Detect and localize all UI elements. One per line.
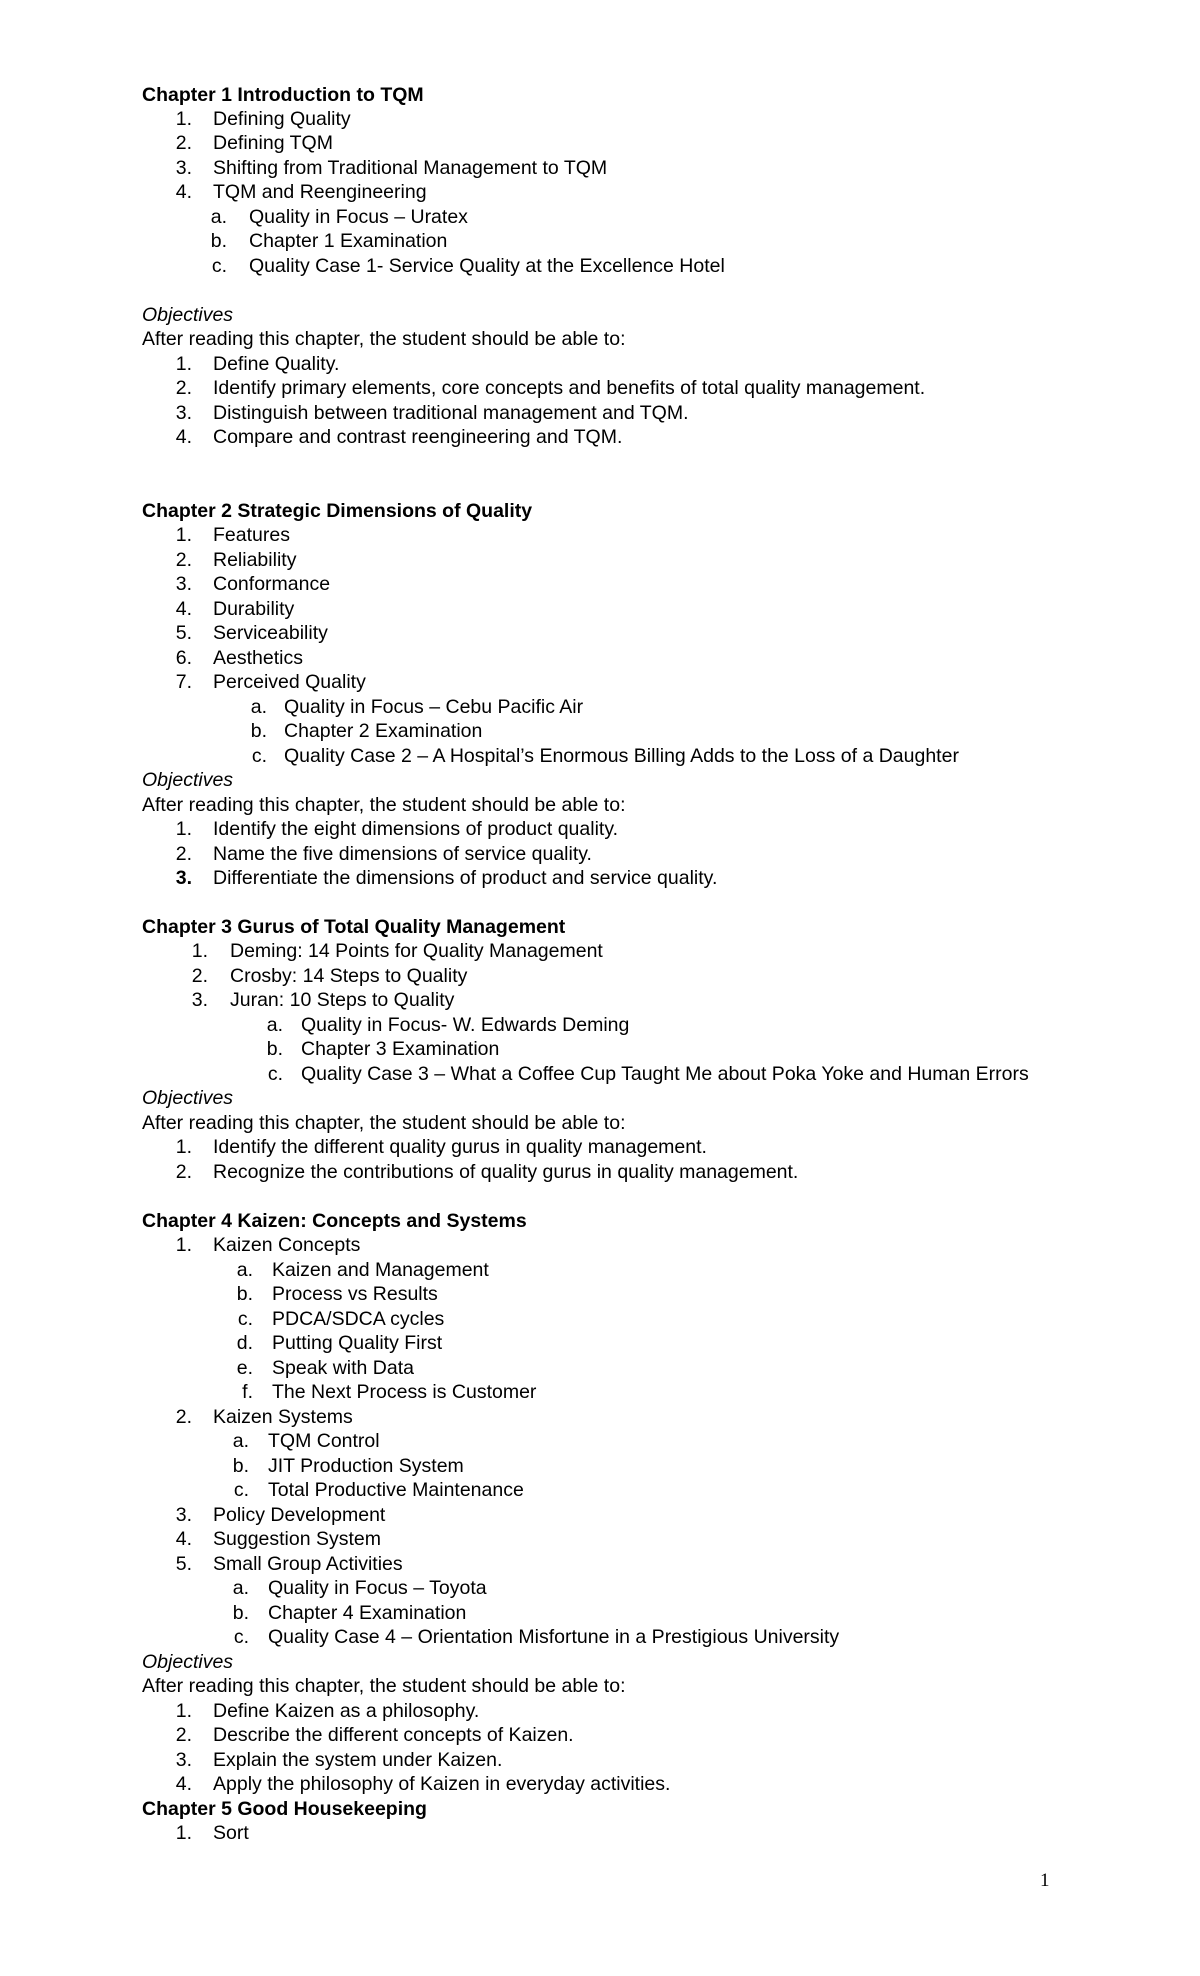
document-page: Chapter 1 Introduction to TQM 1. Defining Quality 2. Defining TQM 3. Shifting from Traditional Management to TQM 4. TQM and Reengineering a. Quality in Focus – Uratex b. Chapter 1 Examination c. Quality Case 1- Service Quality at the Excellence Hotel Objectives After reading this chapter, the student should be able to: 1. Define Quality. 2. Identify primary elements, core concepts and benefits of total quality management. 3. Distinguish between traditional management and TQM. 4. Compare and contrast reengineering and TQM. Chapter 2 Strategic Dimensions of Quality 1. Features 2. Reliability 3. Conformance 4. Durability 5. Serviceability 6. Aesthetics 7. Perceived Quality a. Quality in Focus – Cebu Pacific Air b. Chapter 2 Examination c. Quality Case 2 – A Hospital’s Enormous Billing Adds to the Loss of a Daughter Objectives After reading this chapter, the student should be able to: 1. Identify the eight dimensions of product quality. 2. Name the five dimensions of service quality. 3. Differentiate the dimensions of product and service quality. Chapter 3 Gurus of Total Quality Management 1. Deming: 14 Points for Quality Management 2. Crosby: 14 Steps to Quality 3. Juran: 10 Steps to Quality a. Quality in Focus- W. Edwards Deming b. Chapter 3 Examination c. Quality Case 3 – What a Coffee Cup Taught Me about Poka Yoke and Human Errors Objectives After reading this chapter, the student should be able to: 1. Identify the different quality gurus in quality management. 2. Recognize the contributions of quality gurus in quality management. Chapter 4 Kaizen: Concepts and Systems 1. Kaizen Concepts a. Kaizen and Management b. Process vs Results c. PDCA/SDCA cycles d. Putting Quality First e. Speak with Data f. The Next Process is Customer 2. Kaizen Systems a. TQM Control b. JIT Production System c. Total Productive Maintenance 3. Policy Development 4. Suggestion System 5. Small Group Activities a. Quality in Focus – Toyota b. Chapter 4 Examination c. Quality Case 4 – Orientation Misfortune in a Prestigious University Objectives After reading this chapter, the student should be able to: 1. Define Kaizen as a philosophy. 2. Describe the different concepts of Kaizen. 3. Explain the system under Kaizen. 4. Apply the philosophy of Kaizen in everyday activities. Chapter 5 Good Housekeeping 1. Sort 1 (142, 84, 1050, 1891)
page-number: 1 (1040, 1870, 1050, 1891)
